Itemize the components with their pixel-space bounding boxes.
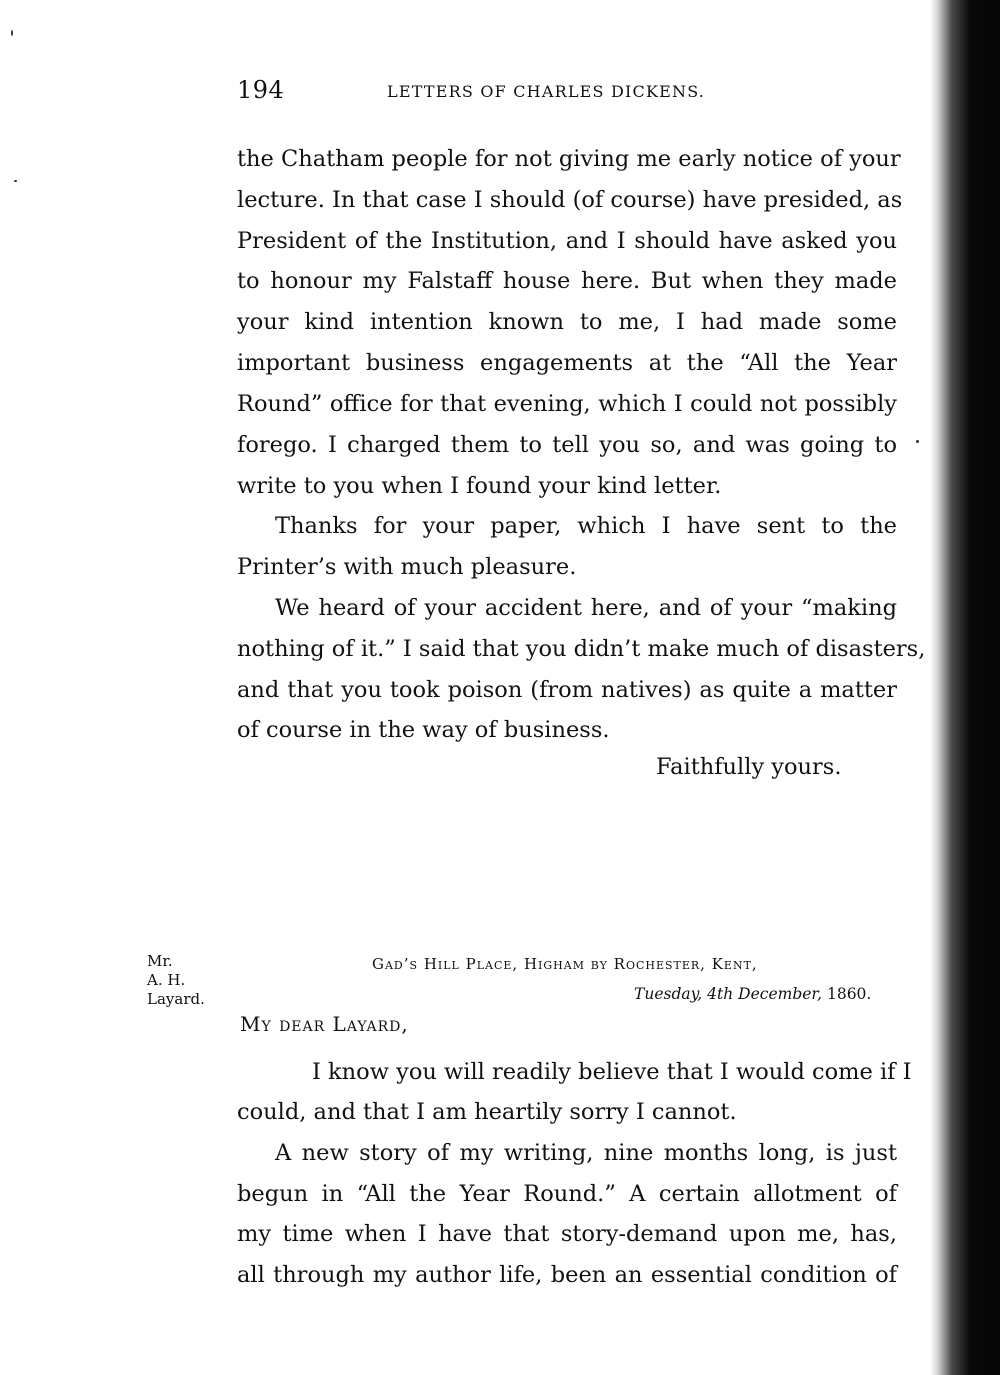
text-line: Printer’s with much pleasure. — [237, 554, 577, 580]
text-line: nothing of it.” I said that you didn’t make much of disasters, — [237, 636, 926, 662]
letter-closing: Faithfully yours. — [656, 754, 842, 780]
date-text: Tuesday, 4th December, — [634, 985, 823, 1003]
text-line: the Chatham people for not giving me early notice of your — [237, 146, 901, 172]
running-head: LETTERS OF CHARLES DICKENS. — [387, 82, 706, 101]
text-line: your kind intention known to me, I had made some — [237, 309, 897, 335]
text-line: I know you will readily believe that I would come if I — [312, 1059, 912, 1085]
text-line: all through my author life, been an essential condition of — [237, 1262, 897, 1288]
text-line: We heard of your accident here, and of your “making — [275, 595, 897, 621]
margin-note-line: Layard. — [147, 990, 205, 1008]
letter-date — [634, 985, 871, 1003]
text-line: Thanks for your paper, which I have sent to the — [275, 513, 897, 539]
text-line: important business engagements at the “All the Year — [237, 350, 897, 376]
text-line: A new story of my writing, nine months long, is just — [275, 1140, 897, 1166]
margin-note-line: Mr. — [147, 952, 173, 970]
text-line: Round” office for that evening, which I could not possibly — [237, 391, 897, 417]
text-line: begun in “All the Year Round.” A certain allotment of — [237, 1181, 897, 1207]
letter-salutation: My dear Layard, — [240, 1012, 409, 1036]
text-line: of course in the way of business. — [237, 717, 610, 743]
recipient-margin-note — [147, 952, 205, 1009]
print-speck — [11, 30, 13, 36]
text-line: could, and that I am heartily sorry I cannot. — [237, 1099, 737, 1125]
text-line: my time when I have that story-demand upon me, has, — [237, 1221, 897, 1247]
letter-address: Gad’s Hill Place, Higham by Rochester, Kent, — [372, 955, 758, 973]
print-speck — [14, 180, 17, 182]
date-year: 1860. — [822, 985, 872, 1003]
binding-shadow — [930, 0, 1000, 1375]
margin-note-line: A. H. — [147, 971, 186, 989]
text-line: and that you took poison (from natives) as quite a matter — [237, 677, 897, 703]
text-line: write to you when I found your kind letter. — [237, 473, 722, 499]
page-number: 194 — [237, 76, 285, 104]
print-speck — [916, 440, 919, 443]
text-line: President of the Institution, and I should have asked you — [237, 228, 897, 254]
text-line: lecture. In that case I should (of course) have presided, as — [237, 187, 903, 213]
text-line: to honour my Falstaff house here. But when they made — [237, 268, 897, 294]
text-line: forego. I charged them to tell you so, and was going to — [237, 432, 897, 458]
page-header — [237, 76, 897, 110]
